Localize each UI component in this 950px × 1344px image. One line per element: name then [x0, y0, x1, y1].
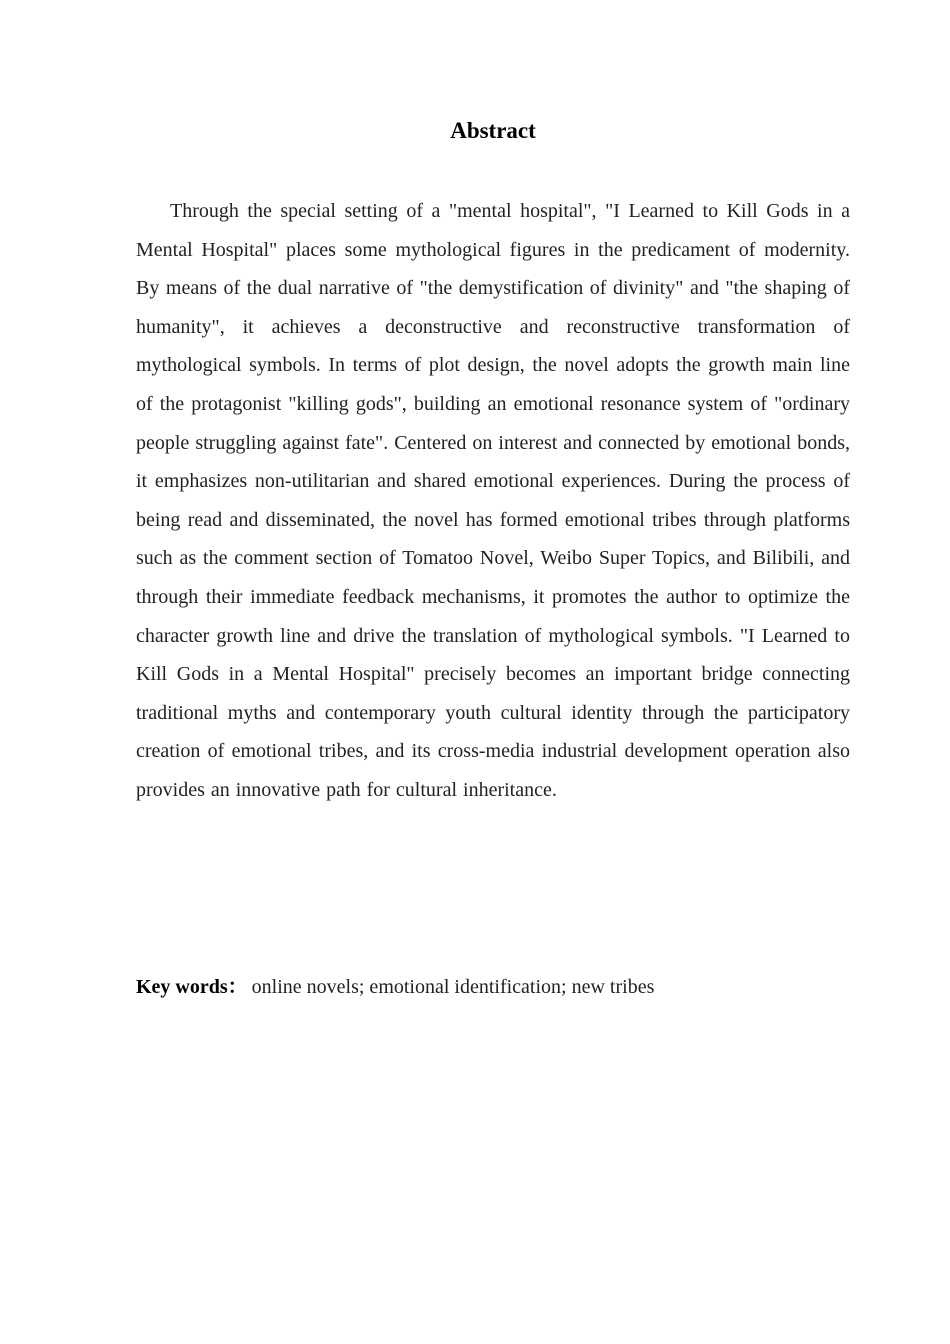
keywords-separator: ： [227, 976, 248, 998]
keywords-label: Key words [136, 976, 228, 998]
keywords-text: online novels; emotional identification; new tribes [251, 976, 655, 998]
abstract-body: Through the special setting of a "mental hospital", "I Learned to Kill Gods in a Mental Hospital" places some mythological figures in the predicament of modernity. By means of the dual narrative of "the demystification of divinity" and "the shaping of humanity", it achieves a deconstructive and reconstructive transformation of mythological symbols. In terms of plot design, the novel adopts the growth main line of the protagonist "killing gods", building an emotional resonance system of "ordinary people struggling against fate". Centered on interest and connected by emotional bonds, it emphasizes non-utilitarian and shared emotional experiences. During the process of being read and disseminated, the novel has formed emotional tribes through platforms such as the comment section of Tomatoo Novel, Weibo Super Topics, and Bilibili, and through their immediate feedback mechanisms, it promotes the author to optimize the character growth line and drive the translation of mythological symbols. "I Learned to Kill Gods in a Mental Hospital" precisely becomes an important bridge connecting traditional myths and contemporary youth cultural identity through the participatory creation of emotional tribes, and its cross-media industrial development operation also provides an innovative path for cultural inheritance. [136, 200, 850, 801]
keywords-line [136, 968, 850, 1006]
abstract-title: Abstract [450, 118, 536, 143]
